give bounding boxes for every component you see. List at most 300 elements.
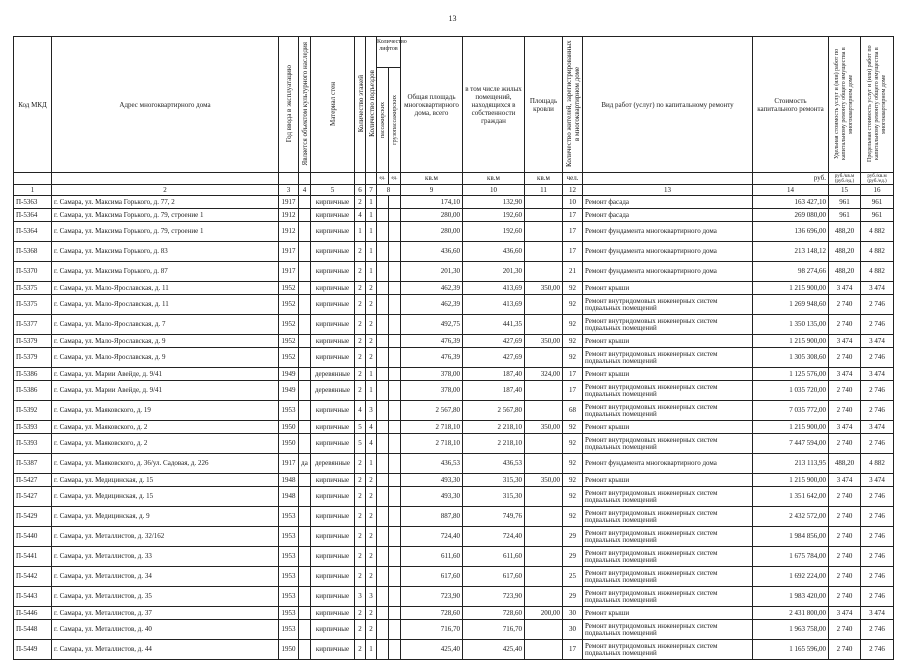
cell-lifts-freight xyxy=(389,620,401,640)
cell-lifts-passenger xyxy=(377,607,389,620)
header-unit-cost: Удельная стоимость услуг и (или) работ по капитальному ремонту общего имущества в многоквартирном доме xyxy=(834,47,854,160)
cell-max-cost: 4 882 xyxy=(861,222,894,242)
cell-heritage xyxy=(299,242,311,262)
cell-roof-area xyxy=(525,567,563,587)
cell-lifts-passenger xyxy=(377,209,389,222)
cell-living-area: 716,70 xyxy=(463,620,525,640)
cell-floors: 4 xyxy=(355,401,366,421)
cell-year: 1948 xyxy=(279,474,299,487)
cell-wall-material: кирпичные xyxy=(311,587,355,607)
cell-cost: 1 305 308,60 xyxy=(753,348,829,368)
cell-floors: 4 xyxy=(355,209,366,222)
cell-work-type: Ремонт фундамента многоквартирного дома xyxy=(583,262,753,282)
cell-cost: 2 431 800,00 xyxy=(753,607,829,620)
table-row xyxy=(14,587,894,607)
table-row xyxy=(14,368,894,381)
cell-entrances: 2 xyxy=(366,315,377,335)
cell-lifts-passenger xyxy=(377,295,389,315)
cell-lifts-freight xyxy=(389,487,401,507)
cell-lifts-passenger xyxy=(377,368,389,381)
cell-living-area: 2 567,80 xyxy=(463,401,525,421)
cell-roof-area xyxy=(525,587,563,607)
col-number: 15 xyxy=(829,185,861,196)
table-row xyxy=(14,620,894,640)
cell-year: 1912 xyxy=(279,209,299,222)
unit-residents: чел. xyxy=(563,173,583,185)
table-row xyxy=(14,547,894,567)
cell-cost: 1 675 784,00 xyxy=(753,547,829,567)
cell-total-area: 728,60 xyxy=(401,607,463,620)
cell-total-area: 2 718,10 xyxy=(401,421,463,434)
cell-unit-cost: 2 740 xyxy=(829,547,861,567)
cell-entrances: 1 xyxy=(366,262,377,282)
table-row xyxy=(14,222,894,242)
table-row xyxy=(14,295,894,315)
cell-work-type: Ремонт фундамента многоквартирного дома xyxy=(583,242,753,262)
cell-heritage xyxy=(299,474,311,487)
cell-lifts-passenger xyxy=(377,282,389,295)
cell-unit-cost: 3 474 xyxy=(829,607,861,620)
cell-total-area: 462,39 xyxy=(401,295,463,315)
cell-code: П-5375 xyxy=(14,282,52,295)
cell-max-cost: 4 882 xyxy=(861,454,894,474)
cell-wall-material: кирпичные xyxy=(311,620,355,640)
cell-cost: 1 125 576,00 xyxy=(753,368,829,381)
cell-code: П-5377 xyxy=(14,315,52,335)
cell-residents: 92 xyxy=(563,335,583,348)
cell-wall-material: кирпичные xyxy=(311,640,355,660)
cell-floors: 2 xyxy=(355,282,366,295)
cell-roof-area xyxy=(525,620,563,640)
cell-wall-material: деревянные xyxy=(311,368,355,381)
cell-max-cost: 4 882 xyxy=(861,262,894,282)
cell-residents: 17 xyxy=(563,381,583,401)
cell-total-area: 492,75 xyxy=(401,315,463,335)
cell-year: 1948 xyxy=(279,487,299,507)
cell-total-area: 611,60 xyxy=(401,547,463,567)
cell-max-cost: 2 746 xyxy=(861,401,894,421)
table-row xyxy=(14,421,894,434)
cell-floors: 2 xyxy=(355,348,366,368)
cell-residents: 92 xyxy=(563,295,583,315)
cell-work-type: Ремонт крыши xyxy=(583,282,753,295)
cell-cost: 98 274,66 xyxy=(753,262,829,282)
cell-year: 1952 xyxy=(279,348,299,368)
cell-floors: 1 xyxy=(355,222,366,242)
cell-wall-material: деревянные xyxy=(311,454,355,474)
cell-wall-material: кирпичные xyxy=(311,547,355,567)
cell-floors: 2 xyxy=(355,487,366,507)
cell-max-cost: 2 746 xyxy=(861,547,894,567)
cell-lifts-passenger xyxy=(377,381,389,401)
cell-living-area: 2 218,10 xyxy=(463,421,525,434)
cell-floors: 5 xyxy=(355,421,366,434)
table-row xyxy=(14,434,894,454)
cell-wall-material: кирпичные xyxy=(311,262,355,282)
cell-heritage xyxy=(299,335,311,348)
header-cost: Стоимость капитального ремонта xyxy=(753,37,829,173)
cell-lifts-freight xyxy=(389,474,401,487)
cell-living-area: 611,60 xyxy=(463,547,525,567)
cell-work-type: Ремонт внутридомовых инженерных систем подвальных помещений xyxy=(583,547,753,567)
unit-lifts-passenger: ед. xyxy=(377,173,389,185)
header-floors: Количество этажей xyxy=(357,74,365,133)
cell-total-area: 378,00 xyxy=(401,381,463,401)
cell-year: 1953 xyxy=(279,607,299,620)
cell-lifts-passenger xyxy=(377,315,389,335)
cell-lifts-freight xyxy=(389,209,401,222)
cell-lifts-freight xyxy=(389,547,401,567)
cell-address: г. Самара, ул. Металлистов, д. 40 xyxy=(52,620,279,640)
cell-living-area: 315,30 xyxy=(463,487,525,507)
cell-heritage xyxy=(299,262,311,282)
cell-living-area: 2 218,10 xyxy=(463,434,525,454)
cell-total-area: 280,00 xyxy=(401,209,463,222)
cell-residents: 17 xyxy=(563,209,583,222)
header-max-cost: Предельная стоимость услуг и (или) работ по капитальному ремонту общего имущества в многоквартирном доме xyxy=(866,45,887,162)
cell-work-type: Ремонт внутридомовых инженерных систем подвальных помещений xyxy=(583,567,753,587)
units-row xyxy=(14,173,894,185)
cell-lifts-passenger xyxy=(377,434,389,454)
cell-floors: 2 xyxy=(355,567,366,587)
cell-entrances: 3 xyxy=(366,401,377,421)
cell-code: П-5364 xyxy=(14,209,52,222)
cell-residents: 17 xyxy=(563,640,583,660)
cell-residents: 17 xyxy=(563,222,583,242)
col-number: 13 xyxy=(583,185,753,196)
table-row xyxy=(14,196,894,209)
cell-year: 1952 xyxy=(279,282,299,295)
cell-heritage xyxy=(299,368,311,381)
cell-residents: 29 xyxy=(563,587,583,607)
cell-living-area: 427,69 xyxy=(463,335,525,348)
cell-address: г. Самара, ул. Максима Горького, д. 79, строение 1 xyxy=(52,222,279,242)
table-row xyxy=(14,315,894,335)
cell-lifts-freight xyxy=(389,295,401,315)
col-number: 8 xyxy=(377,185,401,196)
cell-roof-area xyxy=(525,547,563,567)
cell-floors: 5 xyxy=(355,434,366,454)
cell-wall-material: кирпичные xyxy=(311,348,355,368)
cell-entrances: 2 xyxy=(366,474,377,487)
cell-work-type: Ремонт внутридомовых инженерных систем подвальных помещений xyxy=(583,620,753,640)
cell-living-area: 187,40 xyxy=(463,368,525,381)
cell-unit-cost: 2 740 xyxy=(829,527,861,547)
cell-lifts-freight xyxy=(389,335,401,348)
cell-code: П-5379 xyxy=(14,335,52,348)
cell-lifts-freight xyxy=(389,434,401,454)
cell-living-area: 749,76 xyxy=(463,507,525,527)
cell-entrances: 1 xyxy=(366,368,377,381)
cell-year: 1952 xyxy=(279,335,299,348)
cell-code: П-5386 xyxy=(14,381,52,401)
cell-cost: 1 165 596,00 xyxy=(753,640,829,660)
cell-year: 1953 xyxy=(279,527,299,547)
cell-max-cost: 2 746 xyxy=(861,348,894,368)
cell-wall-material: кирпичные xyxy=(311,196,355,209)
cell-living-area: 724,40 xyxy=(463,527,525,547)
cell-roof-area xyxy=(525,315,563,335)
cell-cost: 163 427,10 xyxy=(753,196,829,209)
cell-floors: 2 xyxy=(355,640,366,660)
table-row xyxy=(14,282,894,295)
col-number: 1 xyxy=(14,185,52,196)
table-row xyxy=(14,381,894,401)
col-number: 3 xyxy=(279,185,299,196)
table-row xyxy=(14,335,894,348)
cell-work-type: Ремонт фасада xyxy=(583,196,753,209)
cell-lifts-freight xyxy=(389,507,401,527)
cell-code: П-5429 xyxy=(14,507,52,527)
cell-entrances: 1 xyxy=(366,222,377,242)
cell-year: 1949 xyxy=(279,381,299,401)
cell-unit-cost: 2 740 xyxy=(829,487,861,507)
cell-cost: 269 080,00 xyxy=(753,209,829,222)
col-number: 2 xyxy=(52,185,279,196)
cell-entrances: 2 xyxy=(366,348,377,368)
cell-floors: 2 xyxy=(355,368,366,381)
cell-entrances: 2 xyxy=(366,620,377,640)
table-row xyxy=(14,507,894,527)
cell-max-cost: 2 746 xyxy=(861,381,894,401)
cell-code: П-5446 xyxy=(14,607,52,620)
cell-year: 1953 xyxy=(279,507,299,527)
cell-entrances: 1 xyxy=(366,381,377,401)
cell-work-type: Ремонт внутридомовых инженерных систем подвальных помещений xyxy=(583,640,753,660)
cell-work-type: Ремонт внутридомовых инженерных систем подвальных помещений xyxy=(583,381,753,401)
cell-max-cost: 961 xyxy=(861,209,894,222)
cell-lifts-passenger xyxy=(377,527,389,547)
cell-total-area: 476,39 xyxy=(401,335,463,348)
cell-wall-material: кирпичные xyxy=(311,335,355,348)
cell-total-area: 2 718,10 xyxy=(401,434,463,454)
cell-cost: 1 215 900,00 xyxy=(753,335,829,348)
header-wall: Материал стен xyxy=(328,81,337,126)
cell-work-type: Ремонт внутридомовых инженерных систем подвальных помещений xyxy=(583,348,753,368)
cell-floors: 2 xyxy=(355,454,366,474)
cell-entrances: 3 xyxy=(366,587,377,607)
cell-total-area: 436,60 xyxy=(401,242,463,262)
cell-heritage xyxy=(299,547,311,567)
cell-year: 1952 xyxy=(279,295,299,315)
cell-unit-cost: 2 740 xyxy=(829,315,861,335)
cell-heritage xyxy=(299,587,311,607)
cell-work-type: Ремонт внутридомовых инженерных систем подвальных помещений xyxy=(583,401,753,421)
cell-lifts-passenger xyxy=(377,454,389,474)
header-total-area: Общая площадь многоквартирного дома, всего xyxy=(401,37,463,173)
cell-residents: 92 xyxy=(563,507,583,527)
cell-total-area: 476,39 xyxy=(401,348,463,368)
cell-max-cost: 3 474 xyxy=(861,474,894,487)
cell-cost: 1 035 720,00 xyxy=(753,381,829,401)
cell-code: П-5393 xyxy=(14,434,52,454)
cell-living-area: 132,90 xyxy=(463,196,525,209)
cell-lifts-freight xyxy=(389,222,401,242)
cell-max-cost: 961 xyxy=(861,196,894,209)
cell-year: 1950 xyxy=(279,421,299,434)
cell-heritage xyxy=(299,401,311,421)
column-numbers-row xyxy=(14,185,894,196)
cell-max-cost: 2 746 xyxy=(861,434,894,454)
cell-code: П-5368 xyxy=(14,242,52,262)
cell-entrances: 1 xyxy=(366,242,377,262)
cell-lifts-passenger xyxy=(377,335,389,348)
cell-total-area: 280,00 xyxy=(401,222,463,242)
table-row xyxy=(14,527,894,547)
cell-max-cost: 2 746 xyxy=(861,507,894,527)
cell-heritage: да xyxy=(299,454,311,474)
header-residents: Количество жителей, зарегистрированных в многоквартирном доме xyxy=(565,40,581,167)
cell-roof-area: 350,00 xyxy=(525,335,563,348)
col-number: 11 xyxy=(525,185,563,196)
cell-lifts-freight xyxy=(389,348,401,368)
cell-floors: 2 xyxy=(355,315,366,335)
cell-living-area: 441,35 xyxy=(463,315,525,335)
cell-unit-cost: 488,20 xyxy=(829,262,861,282)
cell-floors: 2 xyxy=(355,196,366,209)
cell-unit-cost: 2 740 xyxy=(829,640,861,660)
col-number: 16 xyxy=(861,185,894,196)
cell-address: г. Самара, ул. Маяковского, д. 2 xyxy=(52,434,279,454)
cell-floors: 2 xyxy=(355,262,366,282)
cell-year: 1953 xyxy=(279,567,299,587)
cell-unit-cost: 2 740 xyxy=(829,507,861,527)
unit-unit-cost: руб./кв.м (руб./ед.) xyxy=(829,173,861,185)
cell-total-area: 493,30 xyxy=(401,474,463,487)
cell-wall-material: кирпичные xyxy=(311,567,355,587)
cell-unit-cost: 2 740 xyxy=(829,295,861,315)
cell-work-type: Ремонт фасада xyxy=(583,209,753,222)
cell-entrances: 1 xyxy=(366,640,377,660)
cell-entrances: 2 xyxy=(366,295,377,315)
cell-unit-cost: 2 740 xyxy=(829,348,861,368)
cell-living-area: 436,53 xyxy=(463,454,525,474)
cell-residents: 17 xyxy=(563,368,583,381)
cell-residents: 30 xyxy=(563,620,583,640)
header-lifts-passenger: пассажирских xyxy=(379,101,386,139)
table-row xyxy=(14,262,894,282)
header-lifts-freight: грузопассажирских xyxy=(391,95,398,145)
cell-max-cost: 3 474 xyxy=(861,282,894,295)
cell-floors: 2 xyxy=(355,547,366,567)
repair-register-table xyxy=(13,36,894,660)
cell-wall-material: кирпичные xyxy=(311,527,355,547)
cell-roof-area xyxy=(525,209,563,222)
cell-wall-material: кирпичные xyxy=(311,315,355,335)
cell-floors: 2 xyxy=(355,607,366,620)
cell-total-area: 378,00 xyxy=(401,368,463,381)
cell-unit-cost: 488,20 xyxy=(829,454,861,474)
table-row xyxy=(14,640,894,660)
cell-entrances: 2 xyxy=(366,607,377,620)
cell-unit-cost: 488,20 xyxy=(829,222,861,242)
cell-total-area: 617,60 xyxy=(401,567,463,587)
header-lifts: Количество лифтов xyxy=(377,37,400,68)
cell-lifts-freight xyxy=(389,368,401,381)
cell-code: П-5427 xyxy=(14,487,52,507)
cell-living-area: 192,60 xyxy=(463,222,525,242)
cell-heritage xyxy=(299,348,311,368)
header-heritage: Является объектом культурного наследия xyxy=(301,41,309,166)
cell-living-area: 427,69 xyxy=(463,348,525,368)
cell-unit-cost: 2 740 xyxy=(829,620,861,640)
cell-address: г. Самара, ул. Металлистов, д. 35 xyxy=(52,587,279,607)
cell-lifts-passenger xyxy=(377,640,389,660)
cell-address: г. Самара, ул. Мало-Ярославская, д. 9 xyxy=(52,335,279,348)
cell-floors: 2 xyxy=(355,295,366,315)
cell-lifts-freight xyxy=(389,262,401,282)
cell-work-type: Ремонт крыши xyxy=(583,421,753,434)
cell-heritage xyxy=(299,434,311,454)
cell-lifts-freight xyxy=(389,587,401,607)
cell-cost: 7 035 772,00 xyxy=(753,401,829,421)
cell-roof-area xyxy=(525,262,563,282)
cell-roof-area: 350,00 xyxy=(525,282,563,295)
header-row xyxy=(14,37,894,173)
cell-roof-area xyxy=(525,222,563,242)
cell-year: 1953 xyxy=(279,401,299,421)
cell-total-area: 174,10 xyxy=(401,196,463,209)
col-number: 14 xyxy=(753,185,829,196)
cell-living-area: 728,60 xyxy=(463,607,525,620)
cell-address: г. Самара, ул. Маяковского, д. 2 xyxy=(52,421,279,434)
col-number: 5 xyxy=(311,185,355,196)
cell-entrances: 1 xyxy=(366,196,377,209)
cell-entrances: 2 xyxy=(366,335,377,348)
cell-roof-area xyxy=(525,507,563,527)
cell-year: 1950 xyxy=(279,434,299,454)
cell-work-type: Ремонт крыши xyxy=(583,474,753,487)
cell-code: П-5448 xyxy=(14,620,52,640)
cell-lifts-freight xyxy=(389,242,401,262)
cell-max-cost: 2 746 xyxy=(861,315,894,335)
cell-unit-cost: 2 740 xyxy=(829,381,861,401)
cell-lifts-passenger xyxy=(377,587,389,607)
cell-code: П-5386 xyxy=(14,368,52,381)
cell-living-area: 192,60 xyxy=(463,209,525,222)
cell-residents: 25 xyxy=(563,567,583,587)
page-number: 13 xyxy=(448,14,457,23)
cell-floors: 2 xyxy=(355,242,366,262)
cell-year: 1917 xyxy=(279,242,299,262)
cell-total-area: 462,39 xyxy=(401,282,463,295)
cell-wall-material: кирпичные xyxy=(311,401,355,421)
cell-lifts-freight xyxy=(389,401,401,421)
table-row xyxy=(14,474,894,487)
cell-living-area: 187,40 xyxy=(463,381,525,401)
table-row xyxy=(14,487,894,507)
cell-heritage xyxy=(299,222,311,242)
cell-unit-cost: 3 474 xyxy=(829,421,861,434)
cell-entrances: 2 xyxy=(366,282,377,295)
cell-code: П-5449 xyxy=(14,640,52,660)
cell-total-area: 493,30 xyxy=(401,487,463,507)
header-living-area: в том числе жилых помещений, находящихся в собственности граждан xyxy=(463,37,525,173)
cell-living-area: 425,40 xyxy=(463,640,525,660)
cell-entrances: 2 xyxy=(366,527,377,547)
cell-lifts-passenger xyxy=(377,401,389,421)
cell-residents: 92 xyxy=(563,434,583,454)
cell-lifts-freight xyxy=(389,421,401,434)
cell-unit-cost: 3 474 xyxy=(829,282,861,295)
cell-work-type: Ремонт крыши xyxy=(583,607,753,620)
cell-work-type: Ремонт внутридомовых инженерных систем подвальных помещений xyxy=(583,487,753,507)
cell-heritage xyxy=(299,640,311,660)
cell-unit-cost: 2 740 xyxy=(829,401,861,421)
cell-heritage xyxy=(299,607,311,620)
cell-address: г. Самара, ул. Медицинская, д. 15 xyxy=(52,474,279,487)
cell-residents: 92 xyxy=(563,282,583,295)
